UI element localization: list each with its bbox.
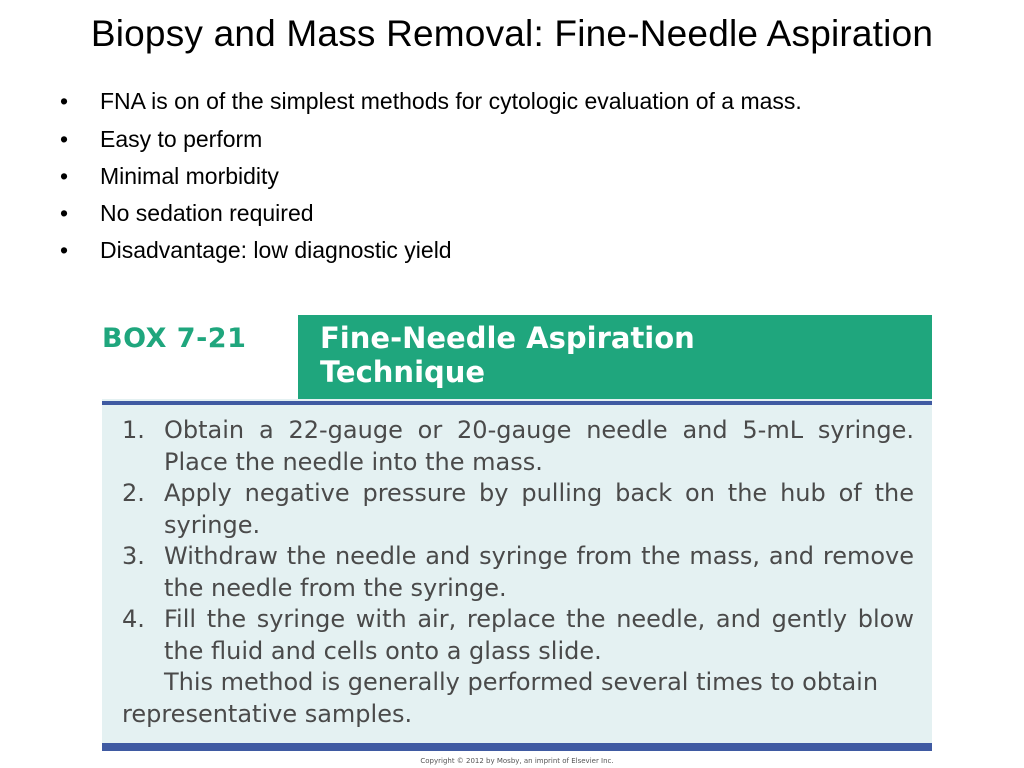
box-label: BOX 7-21 xyxy=(102,323,247,354)
box-title-line-1: Fine-Needle Aspiration xyxy=(320,321,695,355)
bullet-list xyxy=(56,88,936,274)
step-number: 4. xyxy=(122,605,145,633)
bullet-item xyxy=(56,88,936,115)
bullet-dot-icon: • xyxy=(60,88,69,114)
step-text: Fill the syringe with air, replace the needle, and gently blow the fluid and cells onto a glass slide. xyxy=(164,605,914,665)
copyright-text: Copyright © 2012 by Mosby, an imprint of Elsevier Inc. xyxy=(420,757,614,765)
box-bottom-rule xyxy=(102,743,932,751)
slide-title: Biopsy and Mass Removal: Fine-Needle Aspiration xyxy=(90,13,934,54)
step-number: 2. xyxy=(122,479,145,507)
box-body xyxy=(102,415,932,745)
step-item xyxy=(102,478,932,541)
bullet-dot-icon: • xyxy=(60,163,69,189)
step-item xyxy=(102,541,932,604)
box-title-line-2: Technique xyxy=(320,355,486,389)
bullet-text: No sedation required xyxy=(100,200,314,226)
bullet-text: Easy to perform xyxy=(100,126,263,152)
box-header xyxy=(102,315,932,399)
bullet-item xyxy=(56,237,936,264)
bullet-text: Disadvantage: low diagnostic yield xyxy=(100,237,452,263)
bullet-item xyxy=(56,163,936,190)
step-number: 3. xyxy=(122,542,145,570)
step-note: This method is generally performed several times to obtain representative samples. xyxy=(122,668,879,728)
bullet-dot-icon: • xyxy=(60,237,69,263)
technique-box-image xyxy=(102,315,932,768)
step-number: 1. xyxy=(122,416,145,444)
box-title xyxy=(320,321,695,389)
step-text: Apply negative pressure by pulling back on the hub of the syringe. xyxy=(164,479,914,539)
bullet-item xyxy=(56,126,936,153)
bullet-dot-icon: • xyxy=(60,126,69,152)
step-text: Withdraw the needle and syringe from the mass, and remove the needle from the syringe. xyxy=(164,542,914,602)
bullet-text: FNA is on of the simplest methods for cytologic evaluation of a mass. xyxy=(100,88,802,114)
step-item xyxy=(102,604,932,667)
bullet-dot-icon: • xyxy=(60,200,69,226)
bullet-item xyxy=(56,200,936,227)
bullet-text: Minimal morbidity xyxy=(100,163,279,189)
box-label-area xyxy=(102,315,298,399)
box-title-area xyxy=(298,315,932,399)
step-item xyxy=(102,415,932,478)
box-top-rule xyxy=(102,401,932,405)
step-text: Obtain a 22-gauge or 20-gauge needle and 5-mL syringe. Place the needle into the mass. xyxy=(164,416,914,476)
